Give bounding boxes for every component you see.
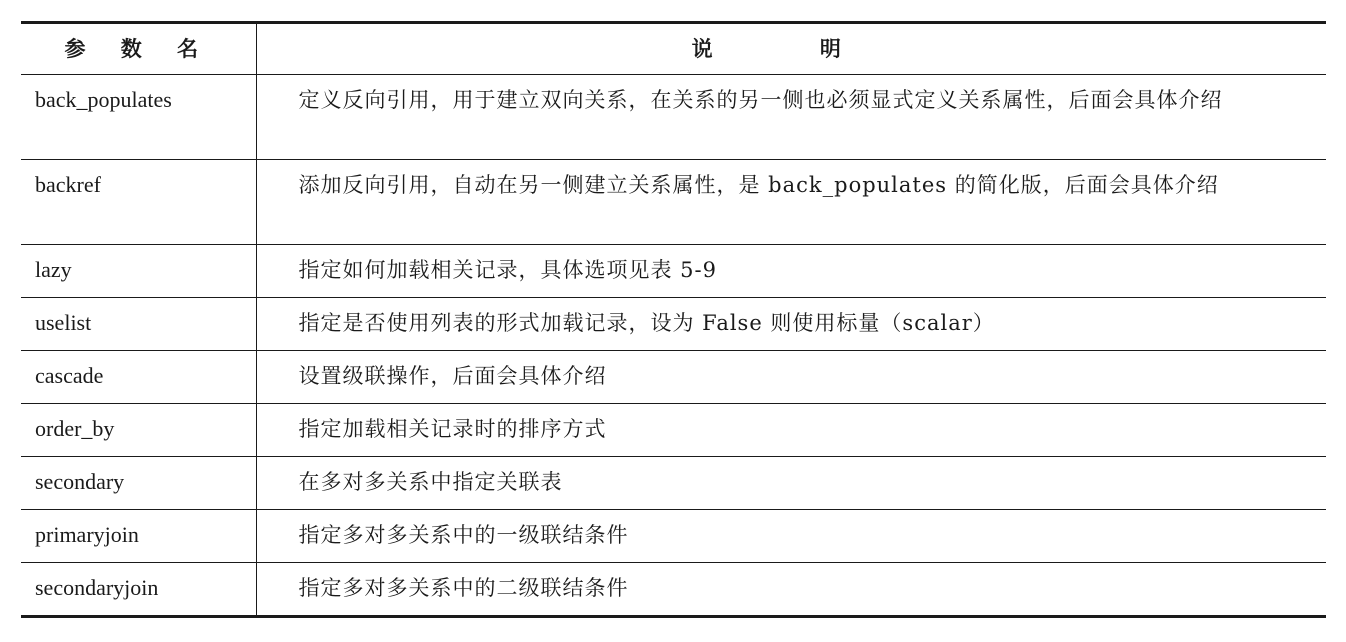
table-row	[21, 160, 1326, 245]
table-row	[21, 457, 1326, 510]
param-name-cell: secondary	[21, 457, 256, 510]
param-desc-cell: 设置级联操作，后面会具体介绍	[256, 351, 1326, 404]
param-desc-cell: 定义反向引用，用于建立双向关系，在关系的另一侧也必须显式定义关系属性，后面会具体介绍	[256, 75, 1326, 160]
param-name-cell: primaryjoin	[21, 510, 256, 563]
param-desc-cell: 指定是否使用列表的形式加载记录，设为 False 则使用标量（scalar）	[256, 298, 1326, 351]
header-param-name: 参 数 名	[21, 23, 256, 75]
param-name-cell: back_populates	[21, 75, 256, 160]
table-row	[21, 404, 1326, 457]
table-row	[21, 75, 1326, 160]
header-description: 说 明	[256, 23, 1326, 75]
param-desc-cell: 指定多对多关系中的二级联结条件	[298, 576, 629, 600]
param-desc-cell: 指定如何加载相关记录，具体选项见表 5-9	[256, 245, 1326, 298]
param-name-cell: uselist	[21, 298, 256, 351]
param-name-cell: cascade	[21, 351, 256, 404]
parameter-table	[21, 21, 1326, 618]
param-name-cell: lazy	[21, 245, 256, 298]
param-desc-cell: 在多对多关系中指定关联表	[256, 457, 1326, 510]
table-header-row	[21, 23, 1326, 75]
param-name-cell: backref	[21, 160, 256, 245]
param-desc-cell: 指定多对多关系中的一级联结条件	[256, 510, 1326, 563]
param-desc-cell: 指定加载相关记录时的排序方式	[256, 404, 1326, 457]
table-row	[21, 351, 1326, 404]
param-name-cell: secondaryjoin	[21, 563, 256, 617]
table-row	[21, 245, 1326, 298]
param-name-cell: order_by	[21, 404, 256, 457]
table-row	[21, 510, 1326, 563]
table-row	[21, 298, 1326, 351]
param-desc-cell: 添加反向引用，自动在另一侧建立关系属性，是 back_populates 的简化版，后面会具体介绍	[256, 160, 1326, 245]
table-row	[21, 563, 1326, 617]
